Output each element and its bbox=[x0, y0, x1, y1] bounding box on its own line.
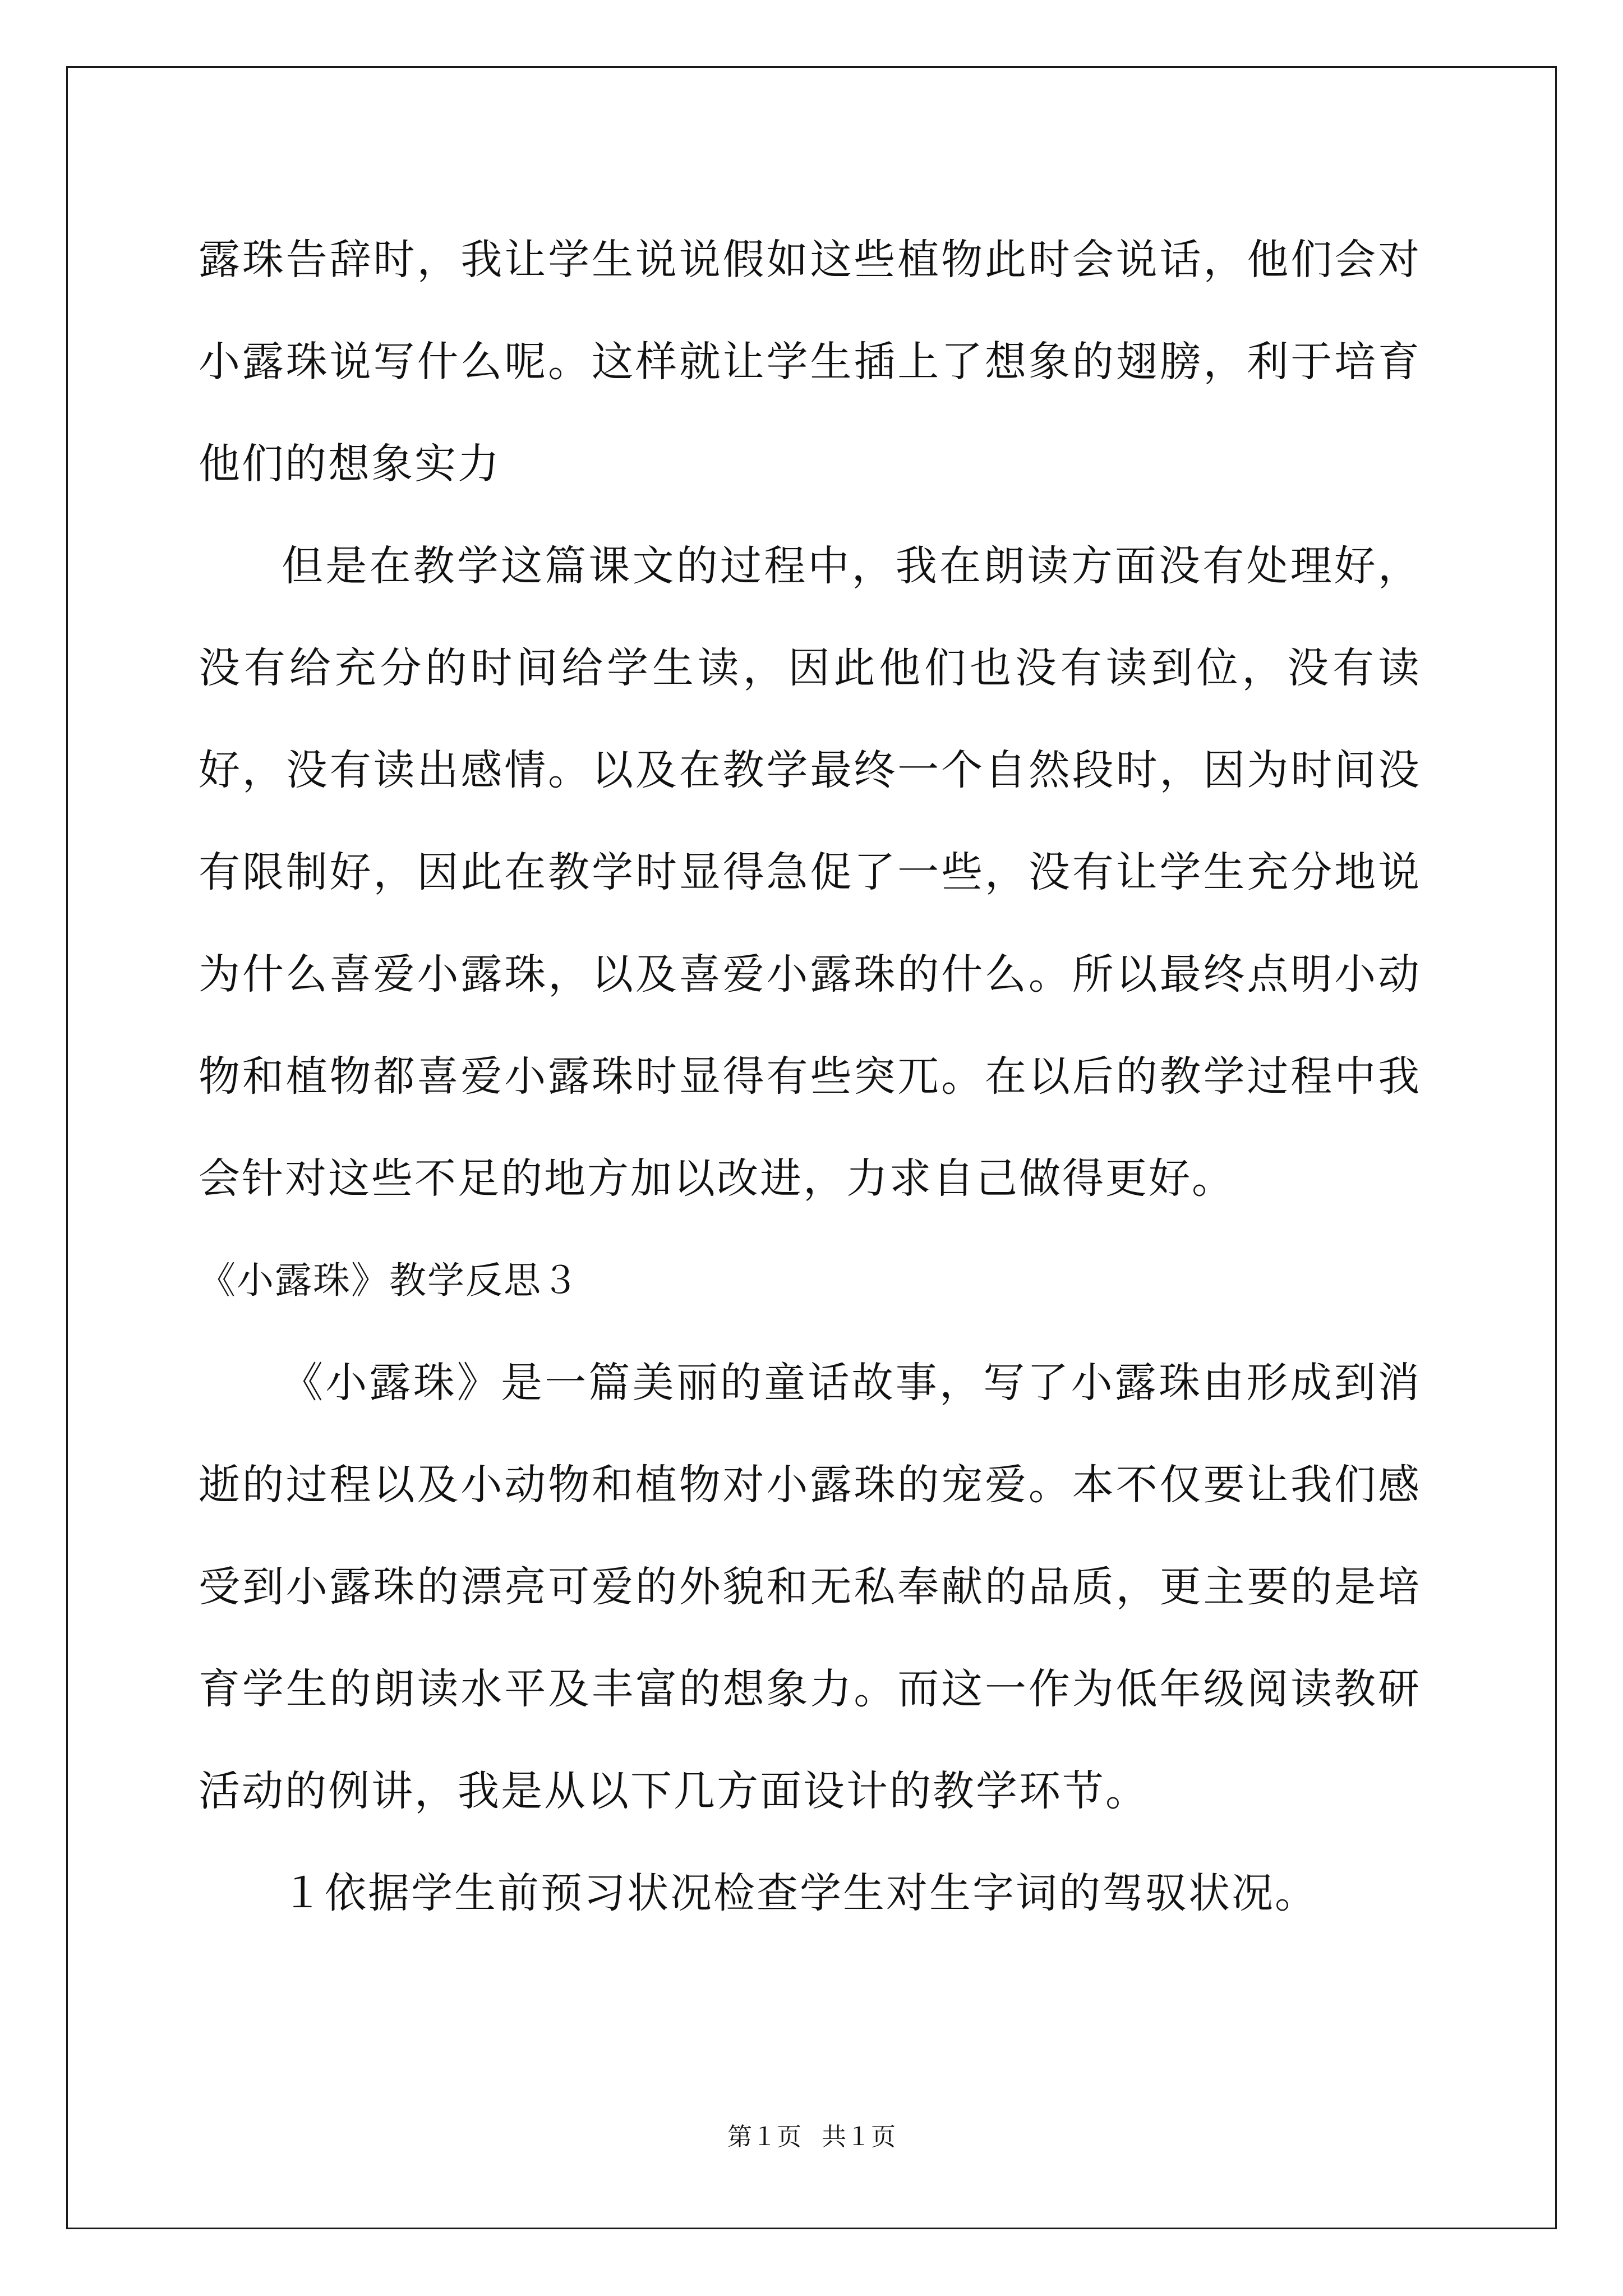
paragraph-1: 露珠告辞时，我让学生说说假如这些植物此时会说话，他们会对小露珠说写什么呢。这样就让学生插上了想象的翅膀，利于培育他们的想象实力 bbox=[199, 236, 1421, 488]
section-heading: 《小露珠》教学反思３ bbox=[199, 1259, 580, 1302]
page-number-current: 第１页 bbox=[727, 2123, 801, 2151]
page-footer bbox=[0, 2120, 1623, 2154]
paragraph-3: 《小露珠》是一篇美丽的童话故事，写了小露珠由形成到消逝的过程以及小动物和植物对小露珠的宠爱。本不仅要让我们感受到小露珠的漂亮可爱的外貌和无私奉献的品质，更主要的是培育学生的朗读水平及丰富的想象力。而这一作为低年级阅读教研活动的例讲，我是从以下几方面设计的教学环节。 bbox=[199, 1359, 1421, 1815]
document-body bbox=[199, 209, 1421, 1944]
paragraph-4: １依据学生前预习状况检查学生对生字词的驾驭状况。 bbox=[282, 1869, 1318, 1917]
paragraph-2: 但是在教学这篇课文的过程中，我在朗读方面没有处理好，没有给充分的时间给学生读，因此他们也没有读到位，没有读好，没有读出感情。以及在教学最终一个自然段时，因为时间没有限制好，因此在教学时显得急促了一些，没有让学生充分地说为什么喜爱小露珠，以及喜爱小露珠的什么。所以最终点明小动物和植物都喜爱小露珠时显得有些突兀。在以后的教学过程中我会针对这些不足的地方加以改进，力求自己做得更好。 bbox=[199, 542, 1421, 1203]
page-number-total: 共１页 bbox=[822, 2123, 896, 2151]
